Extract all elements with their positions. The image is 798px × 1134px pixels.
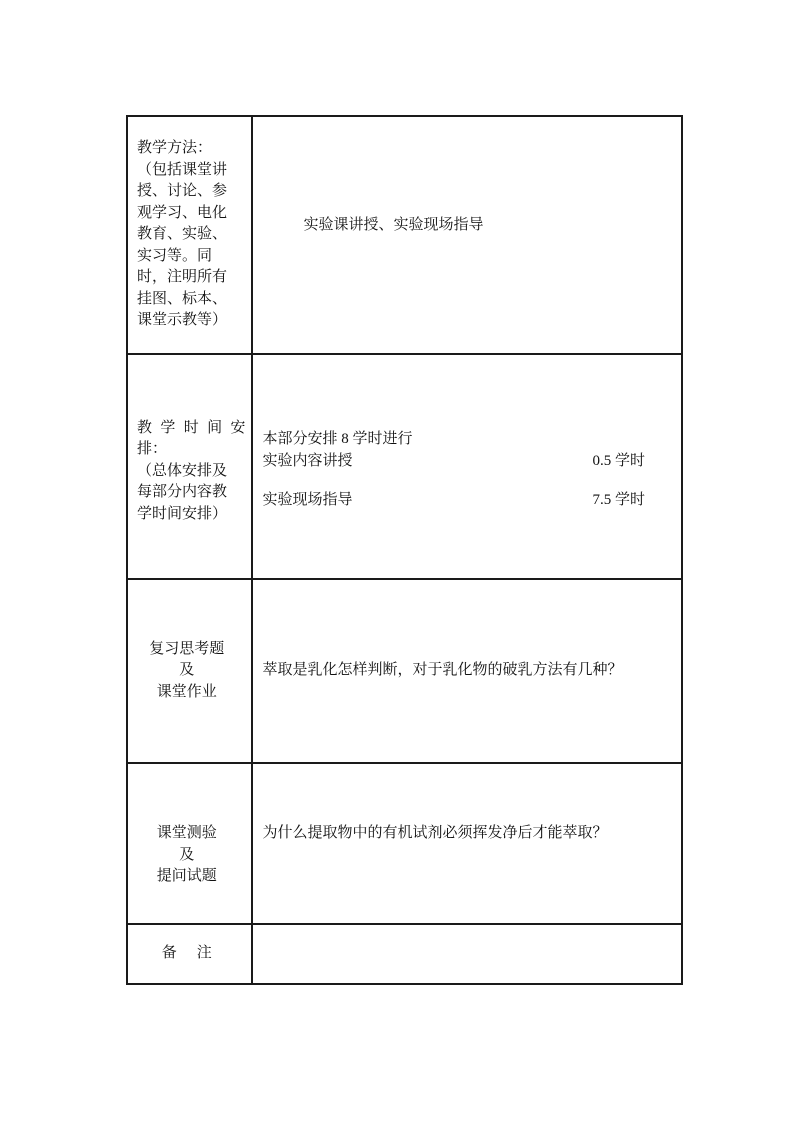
- notes-label-cell: [127, 924, 252, 984]
- label-line: 课堂测验: [156, 825, 217, 841]
- quiz-questions-row: [127, 763, 682, 924]
- review-homework-label: [127, 579, 252, 763]
- label-line: 提问试题: [156, 868, 217, 884]
- label-line: 时，注明所有: [137, 269, 228, 286]
- schedule-item-name: 实验现场指导: [262, 492, 353, 509]
- teaching-schedule-row: [127, 354, 682, 579]
- label-line: 复习思考题: [149, 640, 225, 657]
- teaching-schedule-content: [252, 354, 682, 579]
- schedule-item-hours: 7.5 学时: [592, 492, 645, 509]
- label-line: 教学时间安: [137, 419, 246, 436]
- quiz-questions-content: [252, 763, 682, 924]
- label-line: （总体安排及: [137, 462, 228, 479]
- teaching-method-row: [127, 116, 682, 354]
- label-line: 课堂示教等）: [137, 312, 228, 329]
- label-line: 教学方法：: [137, 140, 213, 157]
- schedule-intro: 本部分安排 8 学时进行: [262, 431, 413, 448]
- label-line: 教育、实验、: [137, 226, 228, 243]
- teaching-method-label: [127, 116, 252, 354]
- label-line: 及: [179, 846, 195, 863]
- review-homework-row: [127, 579, 682, 763]
- label-line: 及: [179, 662, 195, 679]
- teaching-plan-table: [126, 115, 683, 985]
- schedule-item: [262, 451, 645, 473]
- notes-row: [127, 924, 682, 984]
- quiz-question-text: 为什么提取物中的有机试剂必须挥发净后才能萃取？: [262, 825, 608, 841]
- label-line: 观学习、电化: [137, 204, 228, 221]
- label-line: 实习等。同: [137, 247, 213, 264]
- teaching-schedule-label: [127, 354, 252, 579]
- label-line: 课堂作业: [156, 683, 217, 700]
- label-line: 授、讨论、参: [137, 183, 228, 200]
- schedule-item-name: 实验内容讲授: [262, 452, 353, 469]
- label-line: 学时间安排）: [137, 505, 228, 522]
- label-line: 排：: [137, 441, 168, 458]
- schedule-item-hours: 0.5 学时: [592, 452, 645, 469]
- review-homework-content: [252, 579, 682, 763]
- schedule-item: [262, 490, 645, 512]
- teaching-method-content: [252, 116, 682, 354]
- label-line: 每部分内容教: [137, 484, 228, 501]
- notes-content: [252, 924, 682, 984]
- label-line: （包括课堂讲: [137, 161, 228, 178]
- label-line: 挂图、标本、: [137, 290, 228, 307]
- teaching-method-text: 实验课讲授、实验现场指导: [303, 217, 484, 234]
- quiz-questions-label: [127, 763, 252, 924]
- notes-label: 备注: [161, 945, 232, 962]
- review-question-text: 萃取是乳化怎样判断，对于乳化物的破乳方法有几种？: [262, 662, 623, 679]
